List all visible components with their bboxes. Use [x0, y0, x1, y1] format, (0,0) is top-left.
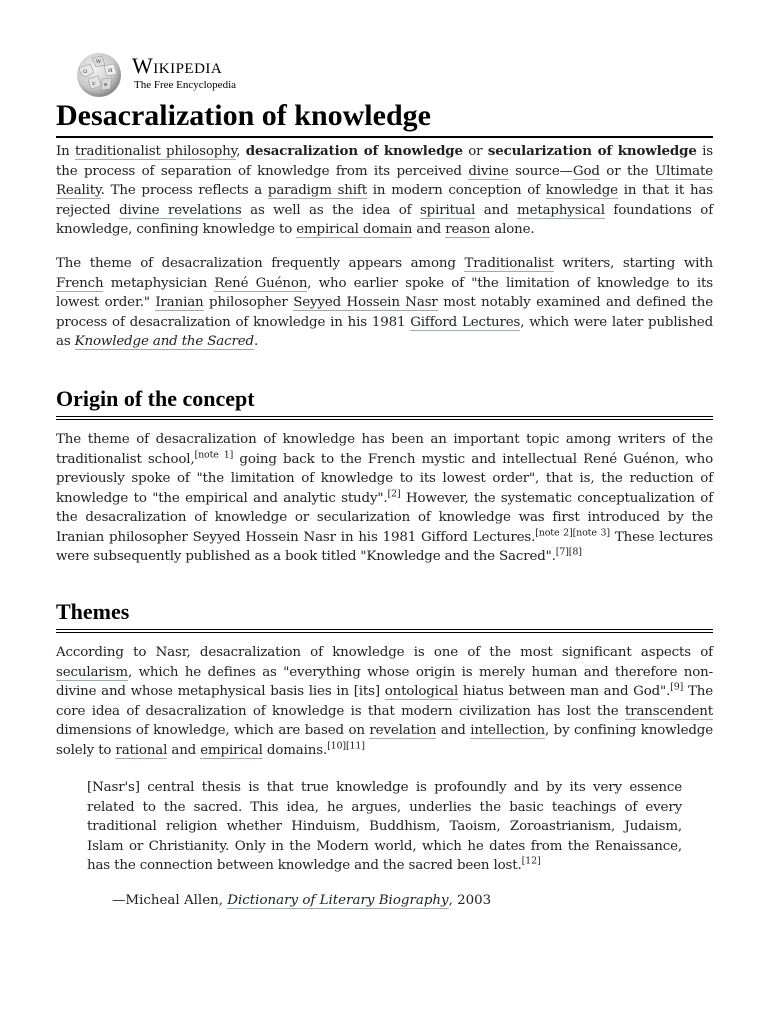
text-run: and [436, 723, 471, 738]
wiki-link[interactable]: Iranian [155, 295, 204, 310]
wiki-link[interactable]: reason [445, 222, 491, 237]
wikipedia-wordmark: Wikipedia [132, 53, 223, 78]
text-run: The theme of desacralization of knowledge has been an important topic among writers of the traditionalist school, [56, 432, 713, 467]
text-run: as well as the idea of [241, 202, 420, 218]
text-run: —Micheal Allen, [112, 893, 228, 908]
wikipedia-globe-icon [74, 52, 124, 98]
text-run: in that it has rejected [56, 183, 713, 218]
text-run: or [462, 144, 488, 159]
text-run: , [236, 144, 246, 159]
text-run: and [412, 222, 446, 237]
text-run: [Nasr's] central thesis is that true knowledge is profoundly and by its very essence related to the sacred. This idea, he argues, underlies the basic teachings of every traditional religion whether Hinduism, Buddhism, Taoism, Zoroastrianism, Judaism, Islam or Christianity. Only in the Modern world, which he dates from the Renaissance, has the connection between knowledge and the sacred been lost. [87, 780, 682, 873]
text-run: . The process reflects a [100, 183, 268, 198]
wiki-link[interactable]: empirical domain [296, 222, 413, 237]
origin-paragraph [56, 430, 713, 567]
reference-link[interactable]: [12] [521, 855, 541, 867]
text-run: source— [508, 163, 573, 179]
blockquote [87, 778, 682, 876]
wikipedia-tagline: The Free Encyclopedia [134, 79, 237, 91]
reference-link[interactable]: [9] [670, 681, 684, 693]
svg-text:Ω: Ω [83, 69, 88, 75]
text-run: According to Nasr, desacralization of knowledge is one of the most significant aspects of [56, 645, 713, 660]
text-run: dimensions of knowledge, which are based on [56, 723, 370, 738]
wiki-link[interactable]: René Guénon [214, 275, 308, 291]
text-run: domains. [262, 742, 328, 758]
text-run: and [475, 202, 518, 218]
section-heading-themes: Themes [56, 599, 713, 633]
text-run: and [167, 742, 201, 758]
origin-section [56, 386, 713, 567]
reference-link[interactable]: [7][8] [555, 546, 582, 558]
wiki-link[interactable]: revelation [369, 723, 437, 738]
wiki-link[interactable]: God [572, 163, 600, 179]
wiki-link[interactable]: divine revelations [119, 202, 242, 218]
text-run: in modern conception of [366, 183, 546, 198]
text-run: metaphysician [103, 275, 215, 291]
wiki-link[interactable]: intellection [470, 723, 545, 738]
text-run: , which were later published as [56, 314, 713, 349]
wiki-link[interactable]: empirical [200, 742, 263, 758]
section-heading-origin: Origin of the concept [56, 386, 713, 420]
text-run: , 2003 [448, 893, 492, 908]
citation-line [112, 891, 672, 910]
text-run: These lectures were subsequently published as a book titled "Knowledge and the Sacred". [56, 529, 714, 564]
wiki-link[interactable]: paradigm shift [267, 183, 367, 198]
wiki-link[interactable]: divine [468, 163, 509, 179]
intro-section-2 [56, 254, 713, 352]
themes-section [56, 599, 713, 760]
intro-paragraph-2 [56, 254, 713, 352]
wiki-link[interactable]: metaphysical [517, 202, 605, 218]
wiki-link[interactable]: Dictionary of Literary Biography [227, 893, 449, 908]
text-run: desacralization of knowledge [245, 143, 463, 159]
text-run: foundations of knowledge, confining knowledge to [56, 202, 714, 237]
text-run: The core idea of desacralization of knowledge is that modern civilization has lost the [56, 684, 713, 719]
text-run: However, the systematic conceptualization of the desacralization of knowledge or secularization of knowledge was first introduced by the Iranian philosopher Seyyed Hossein Nasr in his 1981 Gifford Lectures. [56, 490, 713, 545]
wikipedia-logo[interactable] [74, 52, 264, 98]
text-run: secularization of knowledge [487, 143, 697, 159]
wiki-link[interactable]: traditionalist philosophy [75, 144, 237, 159]
reference-link[interactable]: [2] [387, 488, 401, 500]
text-run: or the [599, 163, 655, 179]
wiki-link[interactable]: Knowledge and the Sacred [74, 334, 254, 349]
reference-link[interactable]: [note 2][note 3] [535, 527, 610, 539]
text-run: alone. [490, 222, 535, 237]
svg-text:ש: ש [92, 81, 96, 87]
svg-text:ค: ค [104, 82, 108, 88]
text-run: is the process of separation of knowledge from its perceived [56, 144, 713, 179]
svg-text:W: W [96, 59, 102, 65]
intro-paragraph-1 [56, 142, 713, 240]
text-run: , by confining knowledge solely to [56, 723, 713, 758]
text-run: philosopher [203, 295, 294, 310]
quote-text [87, 778, 682, 876]
text-run: . [253, 334, 259, 349]
wiki-link[interactable]: Seyyed Hossein Nasr [293, 295, 438, 310]
reference-link[interactable]: [10][11] [327, 740, 365, 752]
text-run: hiatus between man and God". [458, 684, 671, 699]
wiki-link[interactable]: ontological [384, 684, 459, 699]
wiki-link[interactable]: Gifford Lectures [410, 314, 521, 330]
wiki-link[interactable]: rational [115, 742, 168, 758]
themes-paragraph [56, 643, 713, 760]
wiki-link[interactable]: secularism [56, 664, 128, 680]
text-run: most notably examined and defined the process of desacralization of knowledge in his 1981 [56, 295, 713, 330]
svg-text:И: И [108, 68, 113, 74]
text-run: , which he defines as "everything whose origin is merely human and therefore non-divine and whose metaphysical basis lies in [its] [56, 664, 713, 699]
text-run: The theme of desacralization frequently appears among [56, 256, 465, 271]
wiki-link[interactable]: Ultimate Reality [56, 163, 713, 198]
reference-link[interactable]: [note 1] [194, 449, 234, 461]
wiki-link[interactable]: spiritual [419, 202, 476, 218]
wiki-link[interactable]: transcendent [624, 703, 713, 719]
intro-section [56, 142, 713, 240]
page-title: Desacralization of knowledge [56, 96, 713, 138]
text-run: going back to the French mystic and intellectual René Guénon, who previously spoke of "the limitation of knowledge to its lowest order", that is, the reduction of knowledge to "the empirical and analytic study". [56, 451, 713, 506]
wiki-link[interactable]: knowledge [545, 183, 618, 198]
text-run: In [56, 144, 75, 159]
quote-citation [112, 891, 672, 910]
wiki-link[interactable]: Traditionalist [464, 256, 554, 271]
wiki-link[interactable]: French [56, 275, 104, 291]
text-run: , who earlier spoke of "the limitation of knowledge to its lowest order." [56, 275, 714, 310]
text-run: writers, starting with [553, 256, 713, 271]
